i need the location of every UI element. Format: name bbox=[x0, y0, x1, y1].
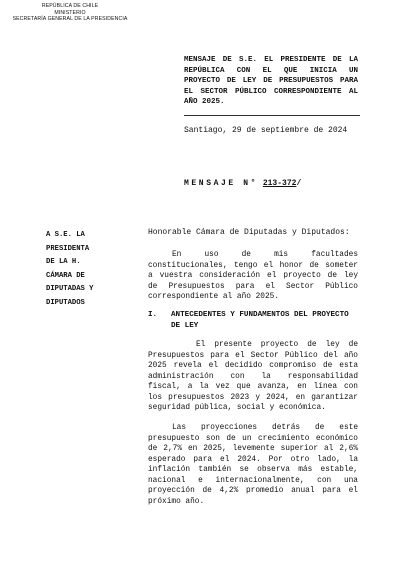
addressee-block bbox=[46, 229, 126, 311]
section-numeral: I. bbox=[148, 311, 158, 319]
paragraph-intro-text: En uso de mis facultades constitucionales, tengo el honor de someter a vuestra consideración el proyecto de ley de Presupuestos para el Sector Público correspondiente al año 2025. bbox=[148, 251, 358, 301]
title-divider bbox=[184, 115, 360, 116]
message-number bbox=[184, 178, 301, 189]
header-ministry: MINISTERIO bbox=[54, 9, 86, 16]
paragraph-budget-commitment bbox=[148, 340, 358, 414]
section-title: ANTECEDENTES Y FUNDAMENTOS DEL PROYECTO DE LEY bbox=[171, 311, 349, 330]
document-date: Santiago, 29 de septiembre de 2024 bbox=[184, 126, 348, 135]
paragraph-budget-commitment-text: El presente proyecto de ley de Presupuestos para el Sector Público del año 2025 revela el decidido compromiso de esta administración con la responsabilidad fiscal, a la vez que avanza, en línea con los presupuestos 2023 y 2024, en garantizar seguridad pública, social y económica. bbox=[148, 341, 358, 412]
addressee-line: DIPUTADAS Y bbox=[46, 285, 94, 294]
salutation: Honorable Cámara de Diputadas y Diputados: bbox=[148, 228, 350, 237]
paragraph-projections-text: Las proyecciones detrás de este presupuesto son de un crecimiento económico de 2,7% en 2025, levemente superior al 2,6% esperado para el 2024. Por otro lado, la inflación también se observa más estable, nacional e internacionalmente, con una proyección de 4,2% promedio anual para el próximo año. bbox=[148, 424, 358, 506]
ministry-header bbox=[0, 3, 140, 23]
paragraph-projections bbox=[148, 423, 358, 507]
addressee-line: PRESIDENTA bbox=[46, 244, 90, 253]
section-heading bbox=[148, 310, 360, 331]
addressee-line: DE LA H. bbox=[46, 258, 81, 267]
header-secretariat: SECRETARÍA GENERAL DE LA PRESIDENCIA bbox=[12, 16, 128, 22]
message-number-value: 213-372 bbox=[262, 179, 297, 188]
message-label: MENSAJE N° bbox=[184, 179, 259, 188]
paragraph-intro bbox=[148, 250, 358, 303]
document-title: MENSAJE DE S.E. EL PRESIDENTE DE LA REPÚBLICA CON EL QUE INICIA UN PROYECTO DE LEY DE PRESUPUESTOS PARA EL SECTOR PÚBLICO CORRESPONDIENTE AL AÑO 2025. bbox=[184, 56, 358, 107]
message-number-suffix: / bbox=[296, 179, 302, 188]
header-country: REPÚBLICA DE CHILE bbox=[41, 3, 99, 9]
addressee-line: CÁMARA DE bbox=[46, 271, 85, 280]
addressee-line: A S.E. LA bbox=[46, 231, 85, 239]
addressee-line: DIPUTADOS bbox=[46, 298, 85, 307]
